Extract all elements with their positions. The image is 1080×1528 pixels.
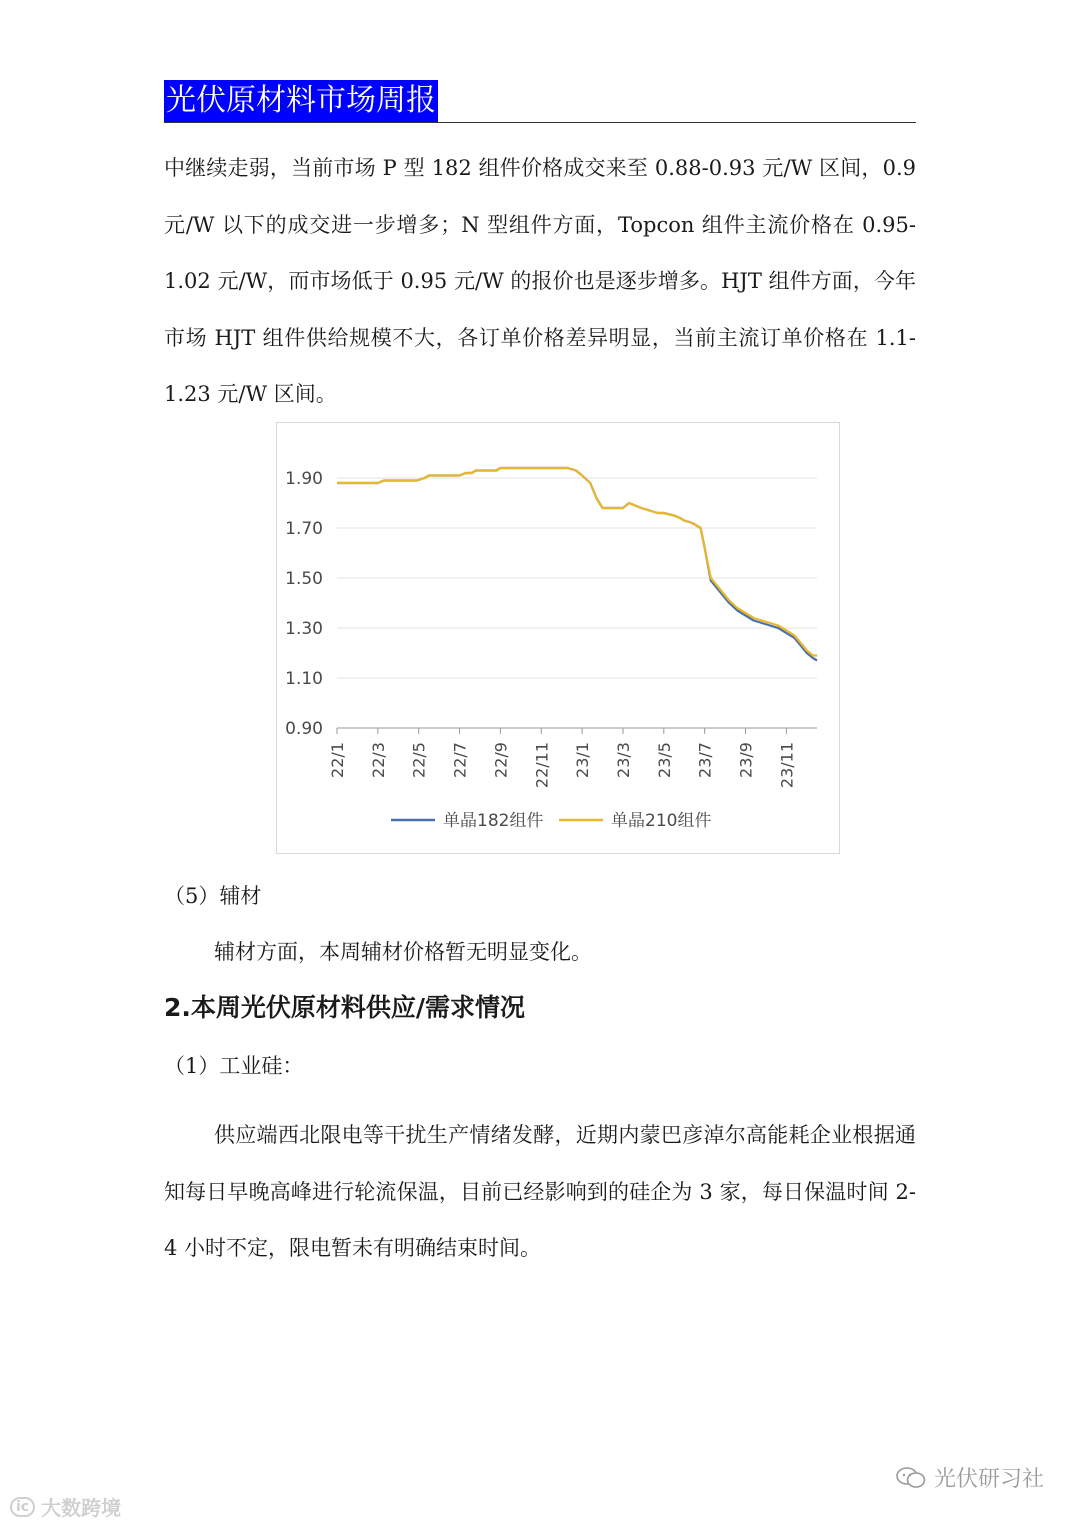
x-tick-label: 22/3 (368, 742, 388, 778)
wechat-watermark-text: 光伏研习社 (933, 1467, 1044, 1492)
auxiliary-paragraph: 辅材方面，本周辅材价格暂无明显变化。 (214, 940, 592, 964)
module-price-chart (276, 422, 840, 854)
report-title: 光伏原材料市场周报 (164, 80, 438, 122)
x-tick-label: 23/7 (695, 742, 715, 778)
header-divider (164, 122, 916, 123)
auxiliary-heading: （5）辅材 (164, 884, 262, 908)
x-tick-label: 23/5 (654, 742, 674, 778)
y-tick-label: 1.50 (285, 569, 323, 589)
legend-label: 单晶210组件 (611, 811, 712, 831)
y-tick-label: 1.30 (285, 619, 323, 639)
x-tick-label: 23/1 (573, 742, 593, 778)
module-price-paragraph: 中继续走弱，当前市场 P 型 182 组件价格成交来至 0.88-0.93 元/W 区间，0.9 元/W 以下的成交进一步增多；N 型组件方面，Topcon 组件主流价格在 0.95-1.02 元/W，而市场低于 0.95 元/W 的报价也是逐步增多。HJT 组件方面，今年市场 HJT 组件供给规模不大，各订单价格差异明显，当前主流订单价格在 1.1-1.23 元/W 区间。 (164, 156, 916, 407)
y-tick-label: 1.70 (285, 519, 323, 539)
x-tick-label: 22/7 (450, 742, 470, 778)
wechat-watermark (896, 1462, 1044, 1493)
source-watermark (10, 1492, 121, 1521)
x-tick-label: 23/9 (736, 742, 756, 778)
legend-label: 单晶182组件 (443, 811, 544, 831)
series-line-2 (337, 468, 817, 656)
source-watermark-text: 大数跨境 (41, 1496, 122, 1520)
x-tick-label: 22/11 (532, 742, 552, 789)
source-watermark-badge: ic (10, 1497, 35, 1517)
series-line-1 (337, 468, 817, 661)
silicon-heading: （1）工业硅： (164, 1054, 304, 1078)
x-tick-label: 23/11 (777, 742, 797, 789)
y-tick-label: 0.90 (285, 719, 323, 739)
x-tick-label: 22/5 (409, 742, 429, 778)
wechat-icon (896, 1467, 926, 1489)
y-tick-label: 1.10 (285, 669, 323, 689)
module-price-chart-svg (277, 423, 841, 855)
y-tick-label: 1.90 (285, 469, 323, 489)
silicon-paragraph: 供应端西北限电等干扰生产情绪发酵，近期内蒙巴彦淖尔高能耗企业根据通知每日早晚高峰进行轮流保温，目前已经影响到的硅企为 3 家，每日保温时间 2-4 小时不定，限电暂未有明确结束时间。 (164, 1123, 916, 1261)
x-tick-label: 22/1 (328, 742, 347, 778)
x-tick-label: 23/3 (613, 742, 633, 778)
x-tick-label: 22/9 (491, 742, 511, 778)
section-2-heading: 2.本周光伏原材料供应/需求情况 (164, 993, 526, 1022)
